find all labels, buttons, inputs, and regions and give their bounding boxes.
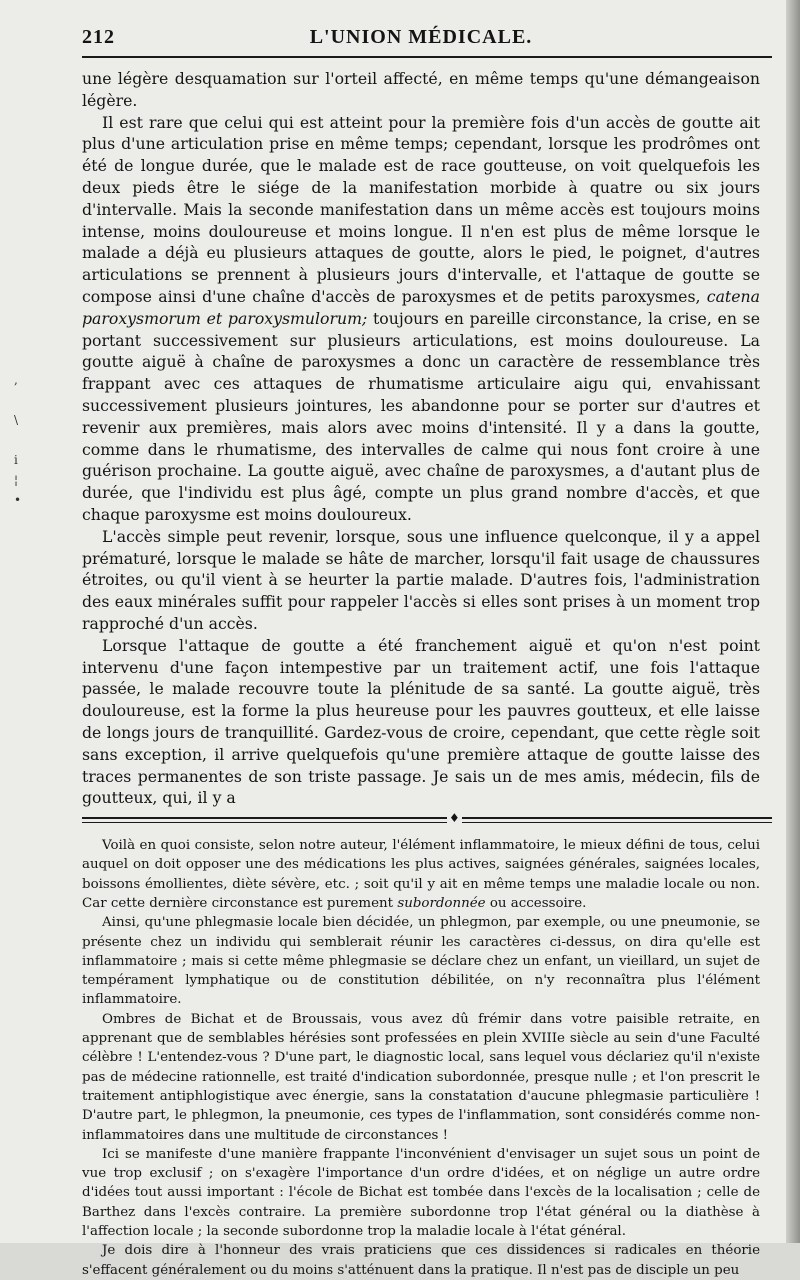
footnote-separator	[82, 811, 772, 826]
footnote-paragraph-5: Je dois dire à l'honneur des vrais praticiens que ces dissidences si radicales en théorie s'effacent généralement ou du moins s'atténuent dans la pratique. Il n'est pas de disciple un peu	[82, 1243, 760, 1278]
paragraph-2: Il est rare que celui qui est atteint pour la première fois d'un accès de goutte ait plus d'une articulation prise en même temps; cependant, lorsque les prodrômes ont été de longue durée, que le malade est de race goutteuse, on voit quelquefois les deux pieds être le siége de la manifestation morbide à quatre ou six jours d'intervalle. Mais la seconde manifestation dans un même accès est toujours moins intense, moins douloureuse et moins longue. Il n'en est plus de même lorsque le malade a déjà eu plusieurs attaques de goutte, alors le pied, le poignet, d'autres articulations se prennent à plusieurs jours d'intervalle, et l'attaque de goutte se compose ainsi d'une chaîne d'accès de paroxysmes et de petits paroxysmes, catena paroxysmorum et paroxysmulorum; toujours en pareille circonstance, la crise, en se portant successivement sur plusieurs articulations, est moins douloureuse. La goutte aiguë à chaîne de paroxysmes a donc un caractère de ressemblance très frappant avec ces attaques de rhumatisme articulaire aigu qui, envahissant successivement plusieurs jointures, les abandonne pour se porter sur d'autres et revenir aux premières, mais alors avec moins d'intensité. Il y a dans la goutte, comme dans le rhumatisme, des intervalles de calme qui nous font croire à une guérison prochaine. La goutte aiguë, avec chaîne de paroxysmes, a d'autant plus de durée, que l'individu est plus âgé, compte un plus grand nombre d'accès, et que chaque paroxysme est moins douloureux.	[82, 112, 760, 524]
main-text	[82, 68, 760, 809]
page-number: 212	[82, 26, 115, 48]
running-header	[82, 20, 760, 54]
ornament-icon: ♦	[449, 811, 460, 826]
footnote-paragraph-1: Voilà en quoi consiste, selon notre auteur, l'élément inflammatoire, le mieux défini de tous, celui auquel on doit opposer une des médications les plus actives, saignées générales, saignées locales, boissons émollientes, diète sévère, etc. ; soit qu'il y ait en même temps une maladie locale ou non. Car cette dernière circonstance est purement subordonnée ou accessoire.	[82, 838, 760, 911]
paragraph-1: une légère desquamation sur l'orteil affecté, en même temps qu'une démangeaison légère.	[82, 69, 760, 110]
paragraph-4: Lorsque l'attaque de goutte a été franchement aiguë et qu'on n'est point intervenu d'une façon intempestive par un traitement actif, une fois l'attaque passée, le malade recouvre toute la plénitude de sa santé. La goutte aiguë, très douloureuse, est la forme la plus heureuse pour les pauvres goutteux, et elle laisse de longs jours de tranquillité. Gardez-vous de croire, cependant, que cette règle soit sans exception, il arrive quelquefois qu'une première attaque de goutte laisse des traces permanentes de son triste passage. Je sais un de mes amis, médecin, fils de goutteux, qui, il y a	[82, 635, 760, 808]
margin-marks: , \ i ¦ •	[14, 373, 22, 507]
footnote-paragraph-3: Ombres de Bichat et de Broussais, vous avez dû frémir dans votre paisible retraite, en apprenant que de semblables hérésies sont professées en plein XVIIIe siècle au sein d'une Faculté célèbre ! L'entendez-vous ? D'une part, le diagnostic local, sans lequel vous déclariez qu'il n'existe pas de médecine rationnelle, est traité d'indication subordonnée, presque nulle ; et l'on prescrit le traitement antiphlogistique avec énergie, sans la constatation d'aucune phlegmasie particulière ! D'autre part, le phlegmon, la pneumonie, ces types de l'inflammation, sont considérés comme non-inflammatoires dans une multitude de circonstances !	[82, 1011, 760, 1143]
book-spine-shadow	[786, 0, 800, 1243]
footnotes	[82, 836, 760, 1280]
footnote-paragraph-4: Ici se manifeste d'une manière frappante l'inconvénient d'envisager un sujet sous un point de vue trop exclusif ; on s'exagère l'importance d'un ordre d'idées, et on néglige un autre ordre d'idées tout aussi important : l'école de Bichat est tombée dans l'excès de la localisation ; celle de Barthez dans l'excès contraire. La première subordonne trop l'état général ou la diathèse à l'affection locale ; la seconde subordonne trop la maladie locale à l'état général.	[82, 1146, 760, 1240]
paragraph-3: L'accès simple peut revenir, lorsque, sous une influence quelconque, il y a appel prématuré, lorsque le malade se hâte de marcher, lorsqu'il fait usage de chaussures étroites, ou qu'il vient à se heurter la partie malade. D'autres fois, l'administration des eaux minérales suffit pour rappeler l'accès si elles sont prises à un moment trop rapproché d'un accès.	[82, 526, 760, 633]
latin-phrase: catena paroxysmorum et paroxysmulorum;	[82, 286, 760, 328]
footnote-paragraph-2: Ainsi, qu'une phlegmasie locale bien décidée, un phlegmon, par exemple, ou une pneumonie, se présente chez un individu qui semblerait réunir les caractères ci-dessus, on dira qu'elle est inflammatoire ; mais si cette même phlegmasie se déclare chez un enfant, un vieillard, un sujet de tempérament lymphatique ou de constitution débilitée, on n'y reconnaîtra plus l'élément inflammatoire.	[82, 915, 760, 1008]
journal-title: L'UNION MÉDICALE.	[309, 26, 533, 48]
header-rule	[82, 56, 772, 58]
